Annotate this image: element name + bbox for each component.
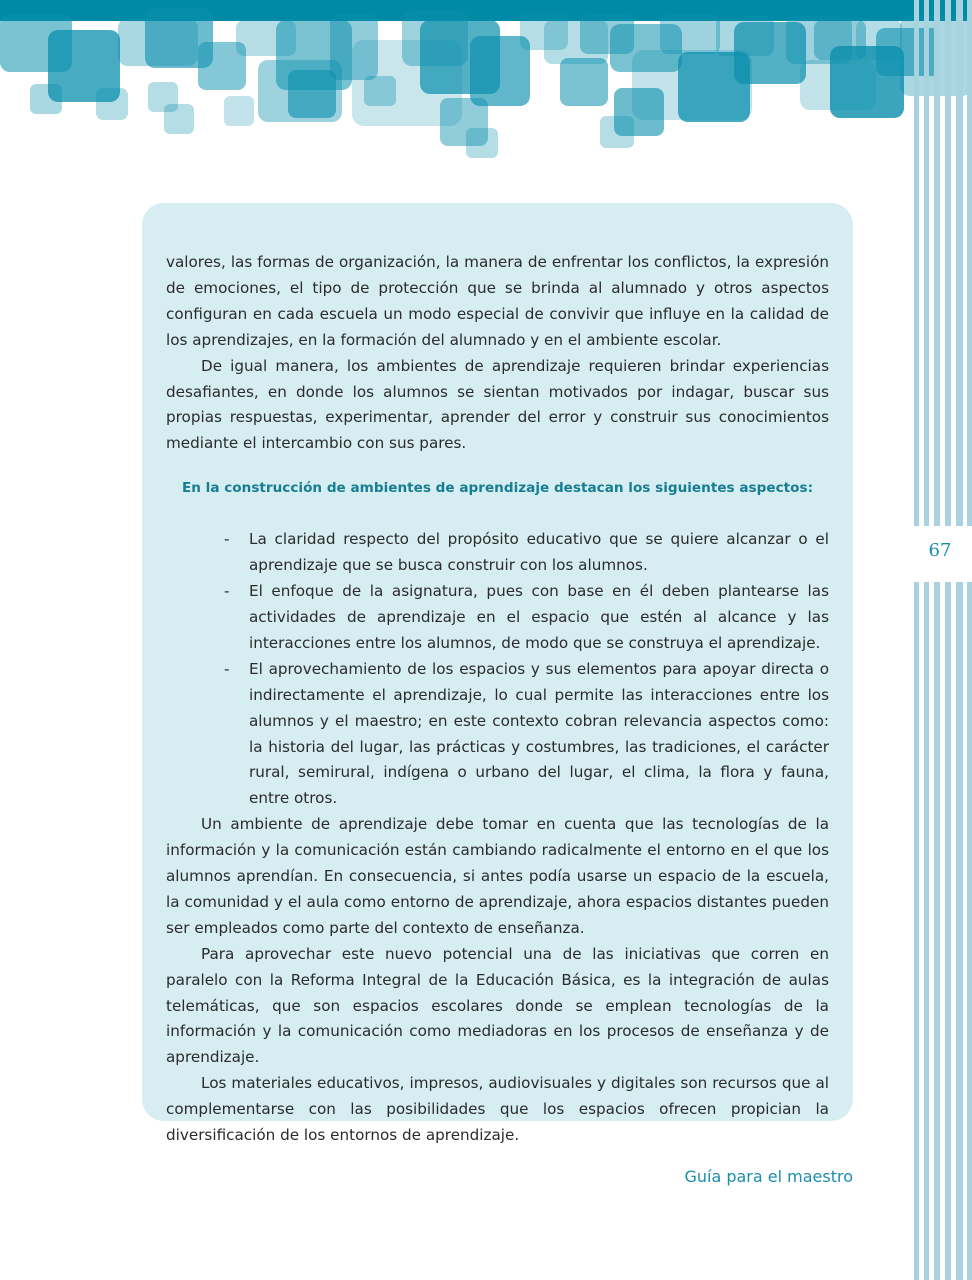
paragraph-4: Para aprovechar este nuevo potencial una de las iniciativas que corren en paralelo con la Reforma Integral de la Educación Básica, es la integración de aulas telemáticas, que son espacios escolares donde se emplean tecnologías de la información y la comunicación como mediadoras en los procesos de enseñanza y de aprendizaje. bbox=[166, 944, 829, 1067]
list-item-text: El enfoque de la asignatura, pues con base en él deben plantearse las actividades de aprendizaje en el espacio que estén al alcance y las interacciones entre los alumnos, de modo que se construya el aprendizaje. bbox=[249, 582, 829, 652]
list-item bbox=[166, 579, 829, 657]
side-stripes bbox=[908, 0, 972, 1280]
body-text bbox=[166, 250, 829, 1149]
section-subheading: En la construcción de ambientes de aprendizaje destacan los siguientes aspectos: bbox=[181, 480, 814, 497]
paragraph-5: Los materiales educativos, impresos, audiovisuales y digitales son recursos que al complementarse con las posibilidades que los espacios ofrecen propician la diversificación de los entornos de aprendizaje. bbox=[166, 1074, 829, 1145]
bullet-dash: - bbox=[224, 582, 230, 601]
paragraph-2: De igual manera, los ambientes de aprendizaje requieren brindar experiencias desafiantes, en donde los alumnos se sientan motivados por indagar, buscar sus propias respuestas, experimentar, aprender del error y construir sus conocimientos mediante el intercambio con sus pares. bbox=[166, 356, 829, 453]
header-decoration bbox=[0, 0, 972, 170]
list-item bbox=[166, 527, 829, 579]
list-item-text: El aprovechamiento de los espacios y sus elementos para apoyar directa o indirectamente el aprendizaje, lo cual permite las interacciones entre los alumnos y el maestro; en este contexto cobran relevancia aspectos como: la historia del lugar, las prácticas y costumbres, las tradiciones, el carácter rural, semirural, indígena o urbano del lugar, el clima, la flora y fauna, entre otros. bbox=[249, 659, 829, 808]
list-item-text: La claridad respecto del propósito educativo que se quiere alcanzar o el aprendizaje que se busca construir con los alumnos. bbox=[249, 530, 829, 575]
paragraph-1: valores, las formas de organización, la manera de enfrentar los conflictos, la expresión de emociones, el tipo de protección que se brinda al alumnado y otros aspectos configuran en cada escuela un modo especial de convivir que influye en la calidad de los aprendizajes, en la formación del alumnado y en el ambiente escolar. bbox=[166, 253, 829, 349]
footer-title: Guía para el maestro bbox=[684, 1167, 853, 1186]
bullet-dash: - bbox=[224, 530, 230, 549]
list-item bbox=[166, 657, 829, 812]
page-number: 67 bbox=[928, 540, 952, 561]
aspects-list bbox=[166, 527, 829, 812]
bullet-dash: - bbox=[224, 659, 230, 678]
paragraph-3: Un ambiente de aprendizaje debe tomar en cuenta que las tecnologías de la información y la comunicación están cambiando radicalmente el entorno en el que los alumnos aprendían. En consecuencia, si antes podía usarse un espacio de la escuela, la comunidad y el aula como entorno de aprendizaje, ahora espacios distantes pueden ser empleados como parte del contexto de enseñanza. bbox=[166, 815, 829, 937]
